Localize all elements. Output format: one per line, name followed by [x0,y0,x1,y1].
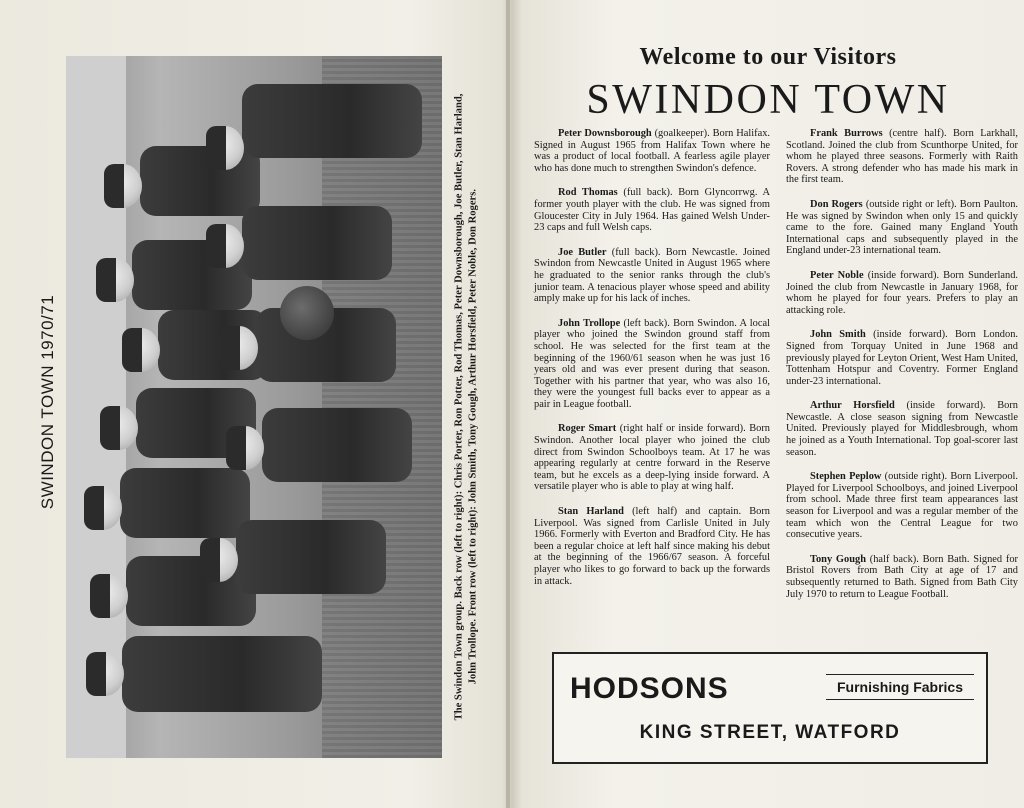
player-name: Stephen Peplow [810,471,882,483]
player-bio [786,199,1018,257]
player-bio [534,187,770,233]
team-name-heading: SWINDON TOWN [586,77,950,123]
ad-address: KING STREET, WATFORD [639,722,901,743]
ad-tagline: Furnishing Fabrics [826,674,974,700]
football [280,286,334,340]
player-name: Roger Smart [558,423,617,435]
player-bio-text: (inside forward). Born Newcastle. A close season signing from Newcastle United. Previously played for Middlesbrough, whom he joined as a Youth International. Top goal-scorer last season. [786,400,1018,458]
player-bio-text: (full back). Born Glyncorrwg. A former youth player with the club. He was signed from Gloucester City in July 1964. Has gained Welsh Under-23 caps and full Welsh caps. [534,187,770,234]
player-name: Rod Thomas [558,187,618,199]
team-photo [66,56,442,758]
player-name: Peter Downsborough [558,128,652,139]
player-bio [786,554,1018,600]
vertical-title-text: SWINDON TOWN 1970/71 [38,294,57,510]
player-name: Stan Harland [558,506,624,518]
player-bio-text: (centre half). Born Larkhall, Scotland. Joined the club from Scunthorpe United, for whom he played three seasons. Formerly with Raith Rovers. A strong defender who has made his mark in the first team. [786,128,1018,186]
hodsons-advertisement [552,652,988,764]
player-bio-text: (goalkeeper). Born Halifax. Signed in August 1965 from Halifax Town where he was a product of local football. A fearless agile player who has done much to strengthen Swindon's defence. [534,128,770,174]
player-bio [534,128,770,174]
ad-company-name: HODSONS [570,672,729,705]
vertical-title [24,82,72,722]
player-bio [534,318,770,411]
player-name: Frank Burrows [810,128,883,139]
caption-line: The Swindon Town group. Back row (left to right): Chris Porter, Ron Potter, Rod Thomas, Peter Downsborough, Joe Butler, Stan Harland, [453,93,464,721]
player-bio [786,400,1018,458]
player-bio [786,270,1018,316]
player-bio [786,471,1018,541]
photo-ground [322,56,442,758]
welcome-heading: Welcome to our Visitors [639,44,897,70]
player-bio [534,423,770,493]
player-name: John Trollope [558,317,621,329]
player-name: Arthur Horsfield [810,400,895,412]
player-bio-text: (left half) and captain. Born Liverpool. Was signed from Carlisle United in July 1966. Formerly with Everton and Bradford City. He has been a regular choice at left half since making his debut at the beginning of the 1966/67 season. A forceful player who likes to go forward to back up the forwards in attack. [534,506,770,587]
player-bio-text: (outside right). Born Liverpool. Played for Liverpool Schoolboys, and joined Liverpool from school. Made three first team appearances last season for Liverpool and was a regular member of the team which won the Central League for two consecutive years. [786,471,1018,541]
player-name: John Smith [810,329,866,341]
player-name: Peter Noble [810,269,864,281]
photo-caption [440,56,492,758]
player-bio-text: (full back). Born Newcastle. Joined Swindon from Newcastle United in August 1965 where he graduated to the senior ranks through the club's junior team. A tenacious player whose speed and ability amply make up for his lack of inches. [534,246,770,305]
player-bio-text: (right half or inside forward). Born Swindon. Another local player who joined the club direct from Swindon Schoolboys team. At 17 he was appearing regularly at centre forward in the Reserve team, but he excels as a deep-lying inside forward. A versatile player who is able to play at wing half. [534,423,771,493]
player-bio-text: (half back). Born Bath. Signed for Bristol Rovers from Bath City at age of 17 and subsequently returned to Bath. Signed from Bath City July 1970 to return to League Football. [786,553,1018,600]
player-name: Joe Butler [558,246,607,258]
left-page [0,0,508,808]
player-bio-text: (outside right or left). Born Paulton. He was signed by Swindon when only 15 and quickly came to the fore. Gained many England Youth International caps and subsequently played in the England under-23 international team. [786,198,1019,257]
player-bio [786,329,1018,387]
player-bio [534,506,770,587]
player-bios-column-2 [786,128,1018,613]
player-bio-text: (inside forward). Born London. Signed from Torquay United in June 1968 and previously played for Leyton Orient, West Ham United, Tottenham Hotspur and Coventry. Former England under-23 international. [786,329,1018,387]
player-bio [786,128,1018,186]
player-bio [534,247,770,305]
caption-line: John Trollope. Front row (left to right): John Smith, Tony Gough, Arthur Horsfield, Peter Noble, Don Rogers. [467,189,478,685]
right-page [512,0,1024,808]
player-bios-column-1 [534,128,770,600]
player-bio-text: (inside forward). Born Sunderland. Joined the club from Newcastle in January 1968, for whom he played for four years. Prefers to play an attacking role. [786,269,1018,316]
player-bio-text: (left back). Born Swindon. A local player who joined the Swindon ground staff from school. He was selected for the first team at the beginning of the 1960/61 season when he was just 16 years old and was ever present during that season. Together with his partner that year, who was also 16, they were the youngest full backs ever to appear as a pair in League football. [534,317,770,410]
player-name: Tony Gough [810,553,866,565]
player-name: Don Rogers [810,198,863,210]
